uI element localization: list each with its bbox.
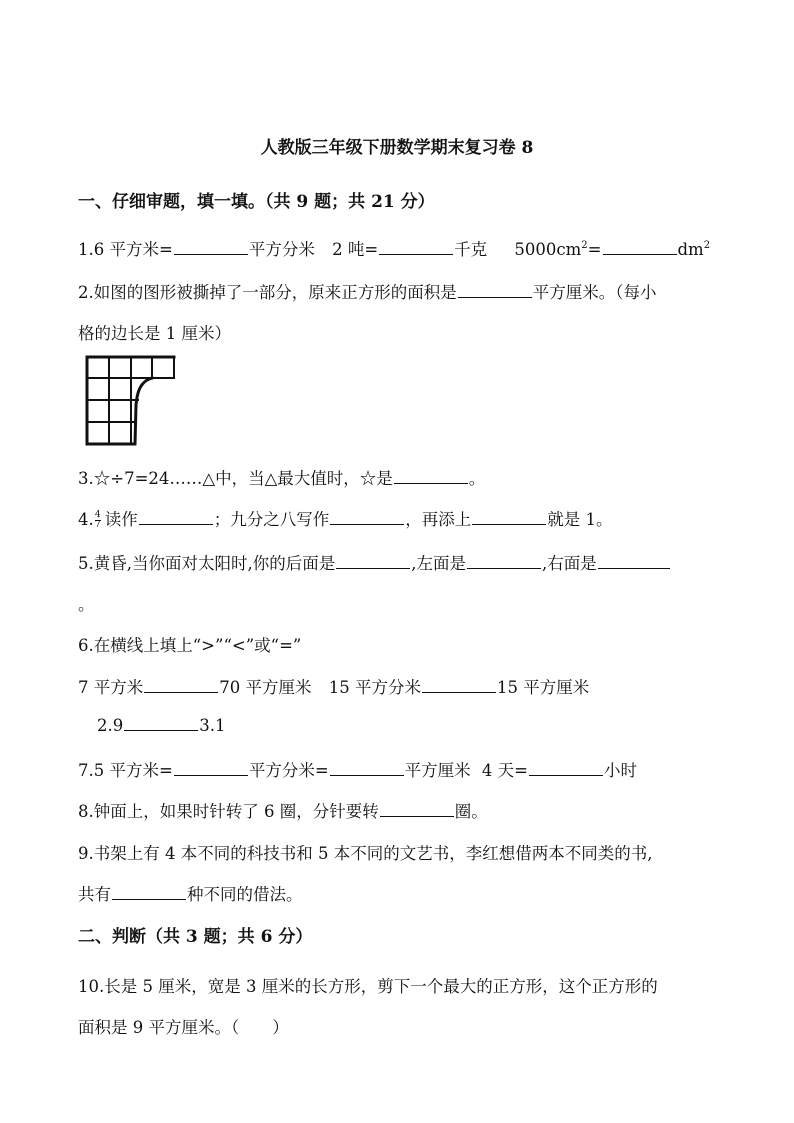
q4-text-d: ，再添上 — [405, 510, 472, 529]
answer-blank[interactable] — [529, 774, 603, 776]
q1-text-b: 平方分米 — [248, 240, 315, 259]
q8-text-b: 圈。 — [454, 802, 488, 821]
q5-text-c: ,右面是 — [541, 554, 597, 573]
q7-text-b: 平方分米= — [248, 761, 329, 780]
answer-blank[interactable] — [330, 774, 404, 776]
q4-text-b: 读作 — [104, 510, 138, 529]
q4-text-a: 4. — [78, 510, 94, 529]
answer-blank[interactable] — [336, 567, 410, 569]
question-6-row-1 — [78, 674, 589, 698]
answer-blank[interactable] — [472, 523, 546, 525]
answer-blank[interactable] — [458, 296, 532, 298]
answer-blank[interactable] — [467, 567, 541, 569]
question-4 — [78, 506, 613, 530]
q1-superscript: 2 — [581, 240, 588, 251]
q4-text-c: ；九分之八写作 — [213, 510, 330, 529]
q1-num: 1. — [78, 240, 94, 259]
section-heading-2: 二、判断（共 3 题；共 6 分） — [78, 927, 313, 947]
q7-text-a: 7.5 平方米= — [78, 761, 173, 780]
answer-blank[interactable] — [394, 482, 468, 484]
question-2-line-2: 格的边长是 1 厘米） — [78, 324, 231, 343]
answer-blank[interactable] — [112, 898, 186, 900]
question-5 — [78, 550, 671, 574]
q7-text-c: 平方厘米 — [404, 761, 471, 780]
question-2-line-1 — [78, 279, 657, 303]
q1-text-d: 千克 — [454, 240, 488, 259]
q9-text-c: 种不同的借法。 — [187, 885, 303, 904]
q8-text-a: 8.钟面上，如果时针转了 6 圈，分针要转 — [78, 802, 379, 821]
answer-blank[interactable] — [379, 253, 453, 255]
q6-text-b2: 70 平方厘米 — [219, 678, 312, 697]
answer-blank[interactable] — [603, 253, 677, 255]
question-10-line-1: 10.长是 5 厘米，宽是 3 厘米的长方形，剪下一个最大的正方形，这个正方形的 — [78, 977, 658, 996]
q9-text-b: 共有 — [78, 885, 111, 904]
question-9-line-1: 9.书架上有 4 本不同的科技书和 5 本不同的文艺书，李红想借两本不同类的书, — [78, 844, 653, 863]
q1-text-f: = — [587, 240, 602, 259]
q6-text-b1: 7 平方米 — [78, 678, 144, 697]
question-1 — [78, 236, 710, 260]
q3-text-a: 3.☆÷7=24……△中，当△最大值时，☆是 — [78, 469, 393, 488]
q5-text-a: 5.黄昏,当你面对太阳时,你的后面是 — [78, 554, 336, 573]
q2-text-b: 平方厘米。（每小 — [532, 283, 657, 302]
torn-square-figure — [82, 353, 182, 453]
q6-text-c1: 2.9 — [97, 716, 124, 735]
question-5-end: 。 — [78, 595, 95, 614]
q1-superscript-2: 2 — [703, 240, 711, 251]
answer-blank[interactable] — [380, 815, 454, 817]
q7-text-e: 小时 — [603, 761, 637, 780]
question-6-row-2 — [97, 716, 226, 735]
q1-text-e: 5000cm — [514, 240, 582, 259]
answer-blank[interactable] — [174, 774, 248, 776]
answer-blank[interactable] — [144, 691, 218, 693]
q5-text-b: ,左面是 — [411, 554, 466, 573]
answer-blank[interactable] — [330, 523, 404, 525]
answer-blank[interactable] — [139, 523, 213, 525]
question-8 — [78, 798, 488, 822]
page-title: 人教版三年级下册数学期末复习卷 8 — [260, 138, 534, 158]
question-10-line-2: 面积是 9 平方厘米。（ ） — [78, 1018, 289, 1037]
question-7 — [78, 757, 637, 781]
q7-text-d: 4 天= — [481, 761, 528, 780]
fraction-denominator: 7 — [94, 520, 101, 530]
fraction — [95, 511, 101, 530]
q1-text-c: 2 吨= — [332, 240, 379, 259]
answer-blank[interactable] — [422, 691, 496, 693]
q2-text-a: 2.如图的图形被撕掉了一部分，原来正方形的面积是 — [78, 283, 457, 302]
question-6: 6.在横线上填上“>”“<”或“=” — [78, 636, 302, 655]
q6-text-b3: 15 平方分米 — [328, 678, 421, 697]
question-9-line-2 — [78, 881, 303, 905]
answer-blank[interactable] — [598, 567, 670, 569]
q3-text-b: 。 — [468, 469, 486, 488]
answer-blank[interactable] — [124, 729, 198, 731]
q1-text-g: dm — [677, 240, 704, 259]
q4-text-e: 就是 1。 — [547, 510, 613, 529]
answer-blank[interactable] — [174, 253, 248, 255]
fraction-numerator: 4 — [94, 510, 101, 520]
question-3 — [78, 465, 485, 489]
section-heading-1: 一、仔细审题，填一填。（共 9 题；共 21 分） — [78, 192, 435, 212]
q6-text-c2: 3.1 — [199, 716, 226, 735]
q6-text-b4: 15 平方厘米 — [497, 678, 590, 697]
q1-text-a: 6 平方米= — [93, 240, 173, 259]
